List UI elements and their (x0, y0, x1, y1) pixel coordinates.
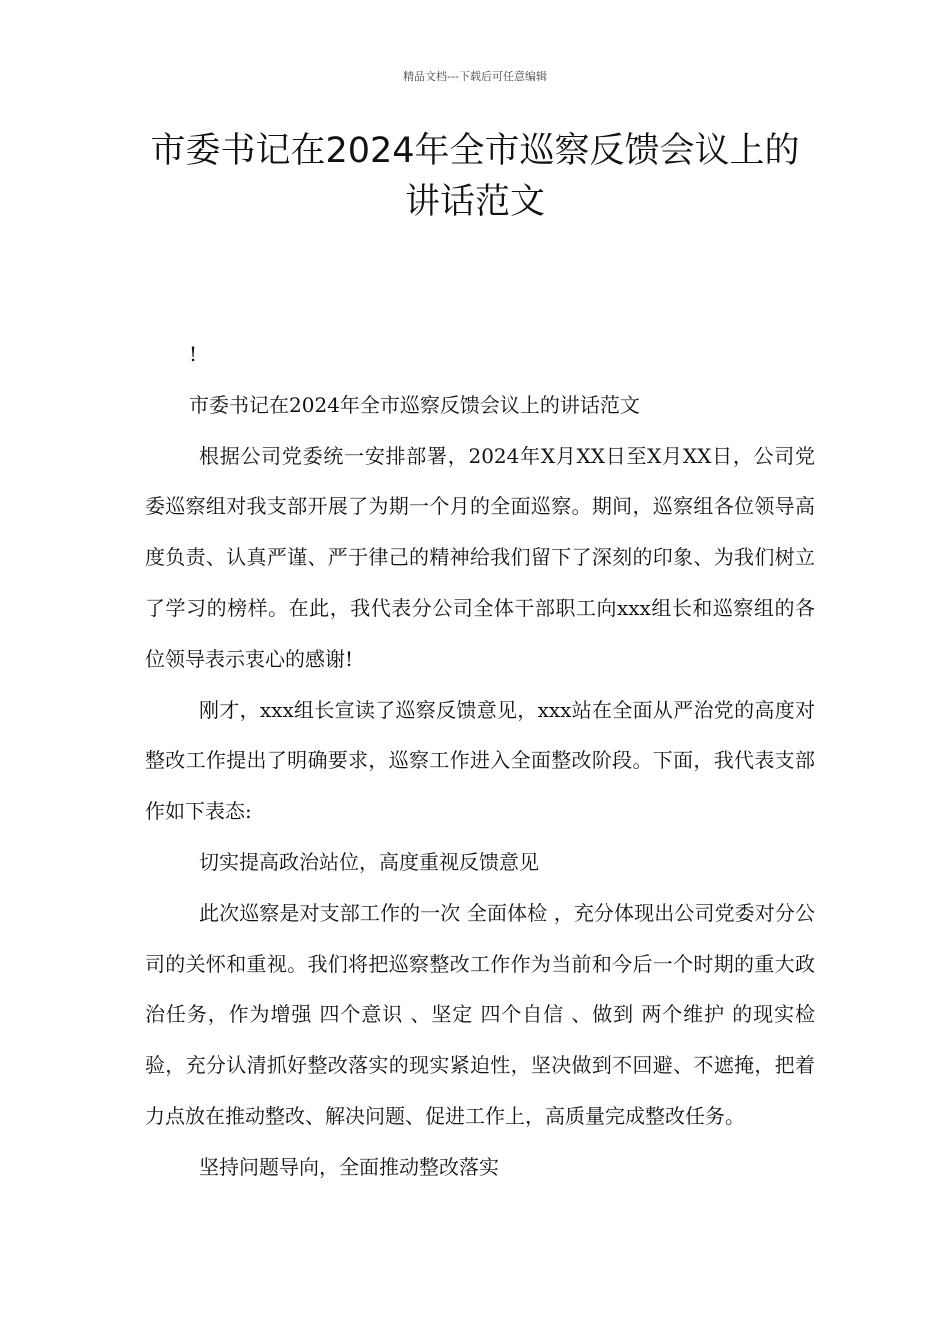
header-note: 精品文档---下载后可任意编辑 (403, 70, 547, 83)
document-body (145, 329, 815, 1193)
document-title: 市委书记在2024年全市巡察反馈会议上的讲话范文 (150, 131, 800, 222)
paragraph: 根据公司党委统一安排部署，2024年X月XX日至X月XX日，公司党委巡察组对我支部开展了为期一个月的全面巡察。期间，巡察组各位领导高度负责、认真严谨、严于律己的精神给我们留下了深刻的印象、为我们树立了学习的榜样。在此，我代表分公司全体干部职工向xxx组长和巡察组的各位领导表示衷心的感谢! (145, 443, 815, 671)
paragraph-exclamation: ! (189, 342, 198, 366)
section-heading: 坚持问题导向，全面推动整改落实 (199, 1154, 499, 1179)
paragraph: 刚才，xxx组长宣读了巡察反馈意见，xxx站在全面从严治党的高度对整改工作提出了明确要求，巡察工作进入全面整改阶段。下面，我代表支部作如下表态: (145, 697, 815, 824)
paragraph: 此次巡察是对支部工作的一次 全面体检 ，充分体现出公司党委对分公司的关怀和重视。我们将把巡察整改工作作为当前和今后一个时期的重大政治任务，作为增强 四个意识 、坚定 四个自信 、做到 两个维护 的现实检验，充分认清抓好整改落实的现实紧迫性，坚决做到不回避、不遮掩，把着力点放在推动整改、解决问题、促进工作上，高质量完成整改任务。 (145, 900, 815, 1128)
section-heading: 切实提高政治站位，高度重视反馈意见 (199, 849, 539, 874)
paragraph-subtitle: 市委书记在2024年全市巡察反馈会议上的讲话范文 (189, 392, 640, 417)
